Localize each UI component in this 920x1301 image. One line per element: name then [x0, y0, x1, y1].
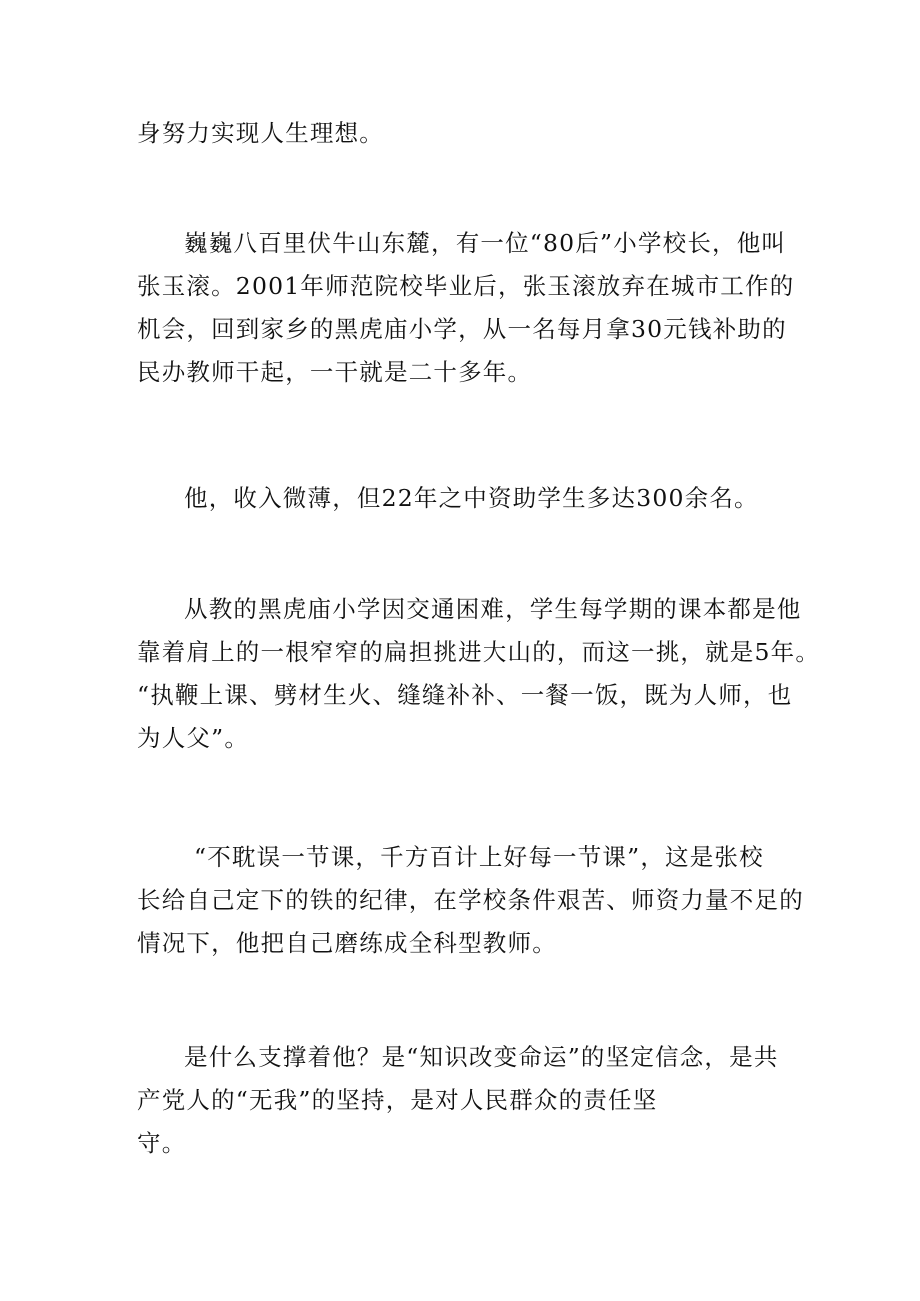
paragraph-line: 为人父”。: [137, 724, 250, 752]
paragraph-line: 情况下，他把自己磨练成全科型教师。: [137, 929, 557, 957]
paragraph-line: 他，收入微薄，但22年之中资助学生多达300余名。: [184, 484, 759, 512]
paragraph-line: 长给自己定下的铁的纪律，在学校条件艰苦、师资力量不足的: [137, 886, 804, 914]
paragraph-line: 产党人的“无我”的坚持，是对人民群众的责任坚: [137, 1086, 658, 1114]
paragraph-2: [137, 222, 797, 394]
paragraph-line: 身努力实现人生理想。: [137, 119, 384, 147]
paragraph-line: 巍巍八百里伏牛山东麓，有一位“80后”小学校长，他叫: [184, 229, 787, 257]
paragraph-line: 民办教师干起，一干就是二十多年。: [137, 358, 533, 386]
paragraph-1: [137, 112, 797, 155]
paragraph-6: [137, 1036, 797, 1165]
paragraph-line: “执鞭上课、劈材生火、缝缝补补、一餐一饭，既为人师，也: [137, 681, 793, 709]
paragraph-line: 张玉滚。2001年师范院校毕业后，张玉滚放弃在城市工作的: [137, 272, 795, 300]
paragraph-line: 守。: [137, 1129, 187, 1157]
paragraph-line: 是什么支撑着他？是“知识改变命运”的坚定信念，是共: [184, 1043, 779, 1071]
paragraph-5: [137, 836, 804, 965]
paragraph-line: 机会，回到家乡的黑虎庙小学，从一名每月拿30元钱补助的: [137, 315, 787, 343]
paragraph-line: 从教的黑虎庙小学因交通困难，学生每学期的课本都是他: [184, 595, 802, 623]
paragraph-line: “不耽误一节课，千方百计上好每一节课”，这是张校: [194, 843, 764, 871]
paragraph-4: [137, 588, 821, 760]
paragraph-line: 靠着肩上的一根窄窄的扁担挑进大山的，而这一挑，就是5年。: [137, 638, 821, 666]
paragraph-3: [137, 477, 797, 520]
